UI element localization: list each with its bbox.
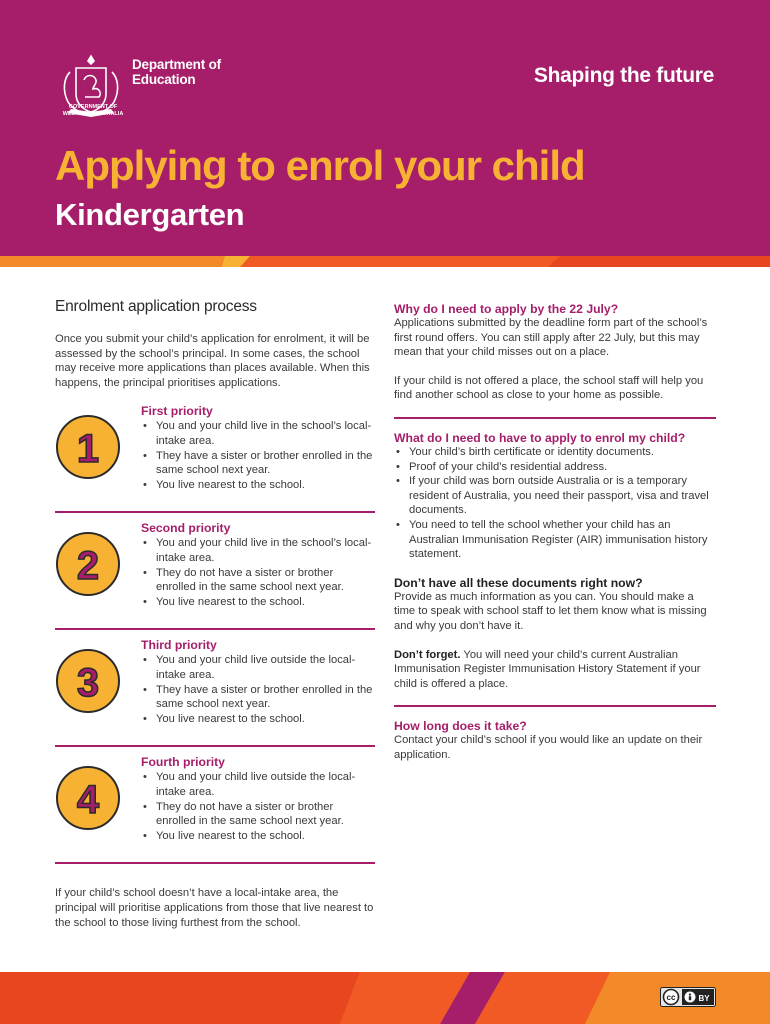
page-title: Applying to enrol your child	[55, 142, 585, 189]
priority-list-2	[141, 536, 375, 609]
header-decorative-band	[0, 256, 770, 267]
priority-title-1: First priority	[141, 404, 213, 419]
deadline-paragraph-2: If your child is not offered a place, the school staff will help you find another school as close to your home as possible.	[394, 374, 704, 402]
number-3-icon	[55, 648, 121, 714]
divider	[55, 628, 375, 630]
priority-list-4	[141, 770, 375, 843]
number-3-label: 3	[76, 661, 100, 706]
priority-title-4: Fourth priority	[141, 755, 225, 770]
number-1-label: 1	[76, 427, 100, 472]
closing-paragraph: If your child’s school doesn’t have a local-intake area, the principal will prioritise applications from those that live nearest to the school to those living furthest from the school.	[55, 887, 374, 929]
department-line-2: Education	[132, 72, 196, 87]
list-item: • They have a sister or brother enrolled in the same school next year.	[141, 683, 375, 712]
deadline-paragraph-1: Applications submitted by the deadline form part of the school’s first round offers. You can still apply after 22 July, but this may mean that your child misses out on a place.	[394, 317, 708, 359]
list-item: • You need to tell the school whether your child has an Australian Immunisation Register (AIR) immunisation history statement.	[394, 518, 716, 562]
priority-content-2	[141, 521, 375, 609]
priority-list-1	[141, 419, 375, 492]
divider	[394, 417, 716, 419]
list-item: • You live nearest to the school.	[141, 478, 375, 493]
list-item: • They have a sister or brother enrolled in the same school next year.	[141, 449, 375, 478]
government-line-1: GOVERNMENT OF	[68, 104, 118, 110]
page-header	[0, 0, 770, 256]
government-line-2: WESTERN AUSTRALIA	[62, 111, 124, 117]
priority-block-3	[55, 638, 375, 755]
government-label	[50, 104, 136, 118]
list-item: • You live nearest to the school.	[141, 829, 375, 844]
list-item: • Proof of your child’s residential address.	[394, 460, 716, 475]
priority-list-3	[141, 653, 375, 726]
priority-content-4	[141, 755, 375, 843]
list-item: • You and your child live in the school’s local-intake area.	[141, 419, 375, 448]
reminder-paragraph	[394, 648, 716, 692]
number-1-icon	[55, 414, 121, 480]
footer-decorative-band	[0, 972, 770, 1024]
list-item: • You and your child live in the school’s local-intake area.	[141, 536, 375, 565]
list-item: • You live nearest to the school.	[141, 595, 375, 610]
list-item: • They do not have a sister or brother enrolled in the same school next year.	[141, 800, 375, 829]
left-column	[55, 298, 375, 930]
priority-block-1	[55, 404, 375, 521]
number-2-icon	[55, 531, 121, 597]
reminder-bold: Don’t forget.	[394, 648, 461, 661]
department-name	[132, 57, 221, 87]
question-duration: How long does it take?	[394, 719, 527, 734]
list-item: • If your child was born outside Australia or is a temporary resident of Australia, you need their passport, visa and travel documents.	[394, 474, 716, 518]
list-item: • You and your child live outside the local-intake area.	[141, 770, 375, 799]
priority-block-2	[55, 521, 375, 638]
creative-commons-icon	[660, 987, 716, 1007]
list-item: • Your child’s birth certificate or identity documents.	[394, 445, 716, 460]
number-4-label: 4	[76, 778, 100, 823]
divider	[55, 511, 375, 513]
process-heading: Enrolment application process	[55, 298, 257, 315]
number-4-icon	[55, 765, 121, 831]
duration-paragraph: Contact your child’s school if you would like an update on their application.	[394, 734, 703, 761]
priority-content-3	[141, 638, 375, 726]
list-item: • You live nearest to the school.	[141, 712, 375, 727]
question-missing-documents: Don’t have all these documents right now?	[394, 575, 643, 590]
tagline: Shaping the future	[533, 64, 714, 87]
number-2-label: 2	[76, 544, 100, 589]
right-column	[394, 302, 716, 762]
divider	[55, 745, 375, 747]
missing-documents-paragraph: Provide as much information as you can. You should make a time to speak with school staff to let them know what is missing and why you don’t have it.	[394, 590, 707, 632]
department-line-1: Department of	[132, 57, 221, 72]
reminder-text: You will need your child’s current Australian Immunisation Register Immunisation History Statement if your child is offered a place.	[394, 648, 701, 690]
priority-block-4	[55, 755, 375, 872]
question-documents: What do I need to have to apply to enrol my child?	[394, 430, 686, 445]
priority-content-1	[141, 404, 375, 492]
divider	[394, 705, 716, 707]
list-item: • You and your child live outside the local-intake area.	[141, 653, 375, 682]
list-item: • They do not have a sister or brother enrolled in the same school next year.	[141, 566, 375, 595]
priority-title-3: Third priority	[141, 638, 217, 653]
question-deadline: Why do I need to apply by the 22 July?	[394, 302, 619, 316]
documents-list	[394, 445, 716, 562]
process-intro: Once you submit your child’s application for enrolment, it will be assessed by the school’s principal. In some cases, the school may receive more applications than places available. When this happens, the principal prioritises applications.	[55, 333, 370, 389]
page-subtitle: Kindergarten	[55, 197, 245, 232]
cc-label: cc	[666, 993, 676, 1002]
divider	[55, 862, 375, 864]
by-label: BY	[698, 994, 710, 1003]
priority-title-2: Second priority	[141, 521, 231, 536]
